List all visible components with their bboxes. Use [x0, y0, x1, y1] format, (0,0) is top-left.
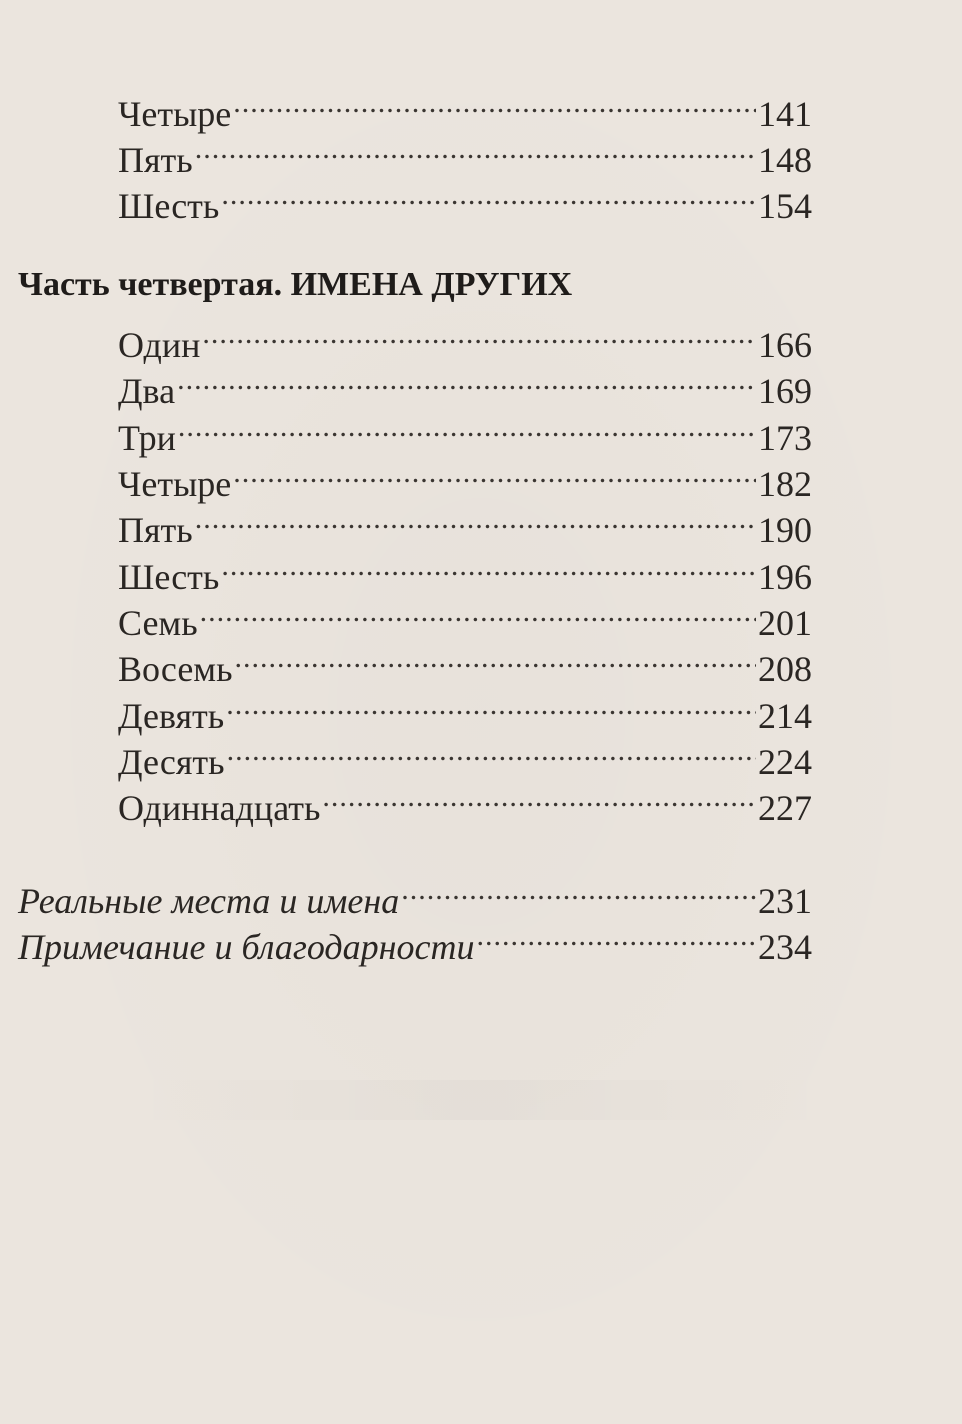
toc-entry-page: 141 [758, 94, 812, 134]
toc-entry-title: Одиннадцать [118, 788, 321, 828]
toc-entry-title: Шесть [118, 557, 220, 597]
toc-leader-dots [227, 728, 756, 774]
toc-entry [118, 774, 812, 828]
toc-leader-dots [178, 404, 756, 450]
toc-leader-dots [221, 172, 756, 218]
toc-entry [118, 357, 812, 411]
toc-entry [118, 80, 812, 134]
toc-leader-dots [401, 867, 756, 913]
toc-entry-page: 173 [758, 418, 812, 458]
toc-leader-dots [322, 774, 756, 820]
toc-entry [118, 450, 812, 504]
toc-entry-page: 227 [758, 788, 812, 828]
toc-entry [118, 682, 812, 736]
toc-entry-title: Восемь [118, 649, 233, 689]
toc-leader-dots [195, 496, 756, 542]
toc-entry-title: Примечание и благодарности [18, 927, 475, 967]
toc-entry [118, 172, 812, 226]
toc-entry-page: 154 [758, 186, 812, 226]
toc-entry-title: Шесть [118, 186, 220, 226]
toc-leader-dots [177, 357, 756, 403]
toc-leader-dots [226, 682, 756, 728]
toc-entry-page: 166 [758, 325, 812, 365]
toc-entry [118, 126, 812, 180]
toc-entry-page: 234 [758, 927, 812, 967]
part-heading: Часть четвертая. ИМЕНА ДРУГИХ [18, 266, 573, 303]
toc-entry-page: 148 [758, 140, 812, 180]
toc-entry [18, 867, 812, 921]
toc-leader-dots [202, 311, 756, 357]
toc-entry [118, 543, 812, 597]
toc-entry-title: Четыре [118, 464, 232, 504]
toc-leader-dots [235, 635, 756, 681]
toc-entry-page: 231 [758, 881, 812, 921]
toc-entry-page: 208 [758, 649, 812, 689]
show-through-shadow [120, 1080, 840, 1120]
toc-entry [118, 311, 812, 365]
toc-entry [118, 589, 812, 643]
toc-leader-dots [476, 913, 756, 959]
toc-leader-dots [200, 589, 756, 635]
toc-entry-title: Семь [118, 603, 198, 643]
toc-leader-dots [233, 450, 756, 496]
toc-entry-page: 182 [758, 464, 812, 504]
toc-entry [118, 635, 812, 689]
toc-entry-title: Десять [118, 742, 225, 782]
toc-entry-page: 190 [758, 510, 812, 550]
toc-entry-page: 196 [758, 557, 812, 597]
toc-entry [118, 728, 812, 782]
toc-entry-title: Девять [118, 696, 225, 736]
toc-entry [118, 404, 812, 458]
toc-entry [118, 496, 812, 550]
toc-entry-title: Реальные места и имена [18, 881, 400, 921]
toc-entry-page: 214 [758, 696, 812, 736]
toc-entry-title: Три [118, 418, 176, 458]
toc-entry-page: 169 [758, 371, 812, 411]
toc-entry [18, 913, 812, 967]
toc-entry-title: Пять [118, 510, 193, 550]
toc-leader-dots [195, 126, 756, 172]
toc-entry-page: 201 [758, 603, 812, 643]
toc-entry-page: 224 [758, 742, 812, 782]
toc-entry-title: Один [118, 325, 201, 365]
toc-entry-title: Четыре [118, 94, 232, 134]
toc-leader-dots [221, 543, 756, 589]
toc-entry-title: Два [118, 371, 176, 411]
toc-leader-dots [233, 80, 756, 126]
toc-entry-title: Пять [118, 140, 193, 180]
